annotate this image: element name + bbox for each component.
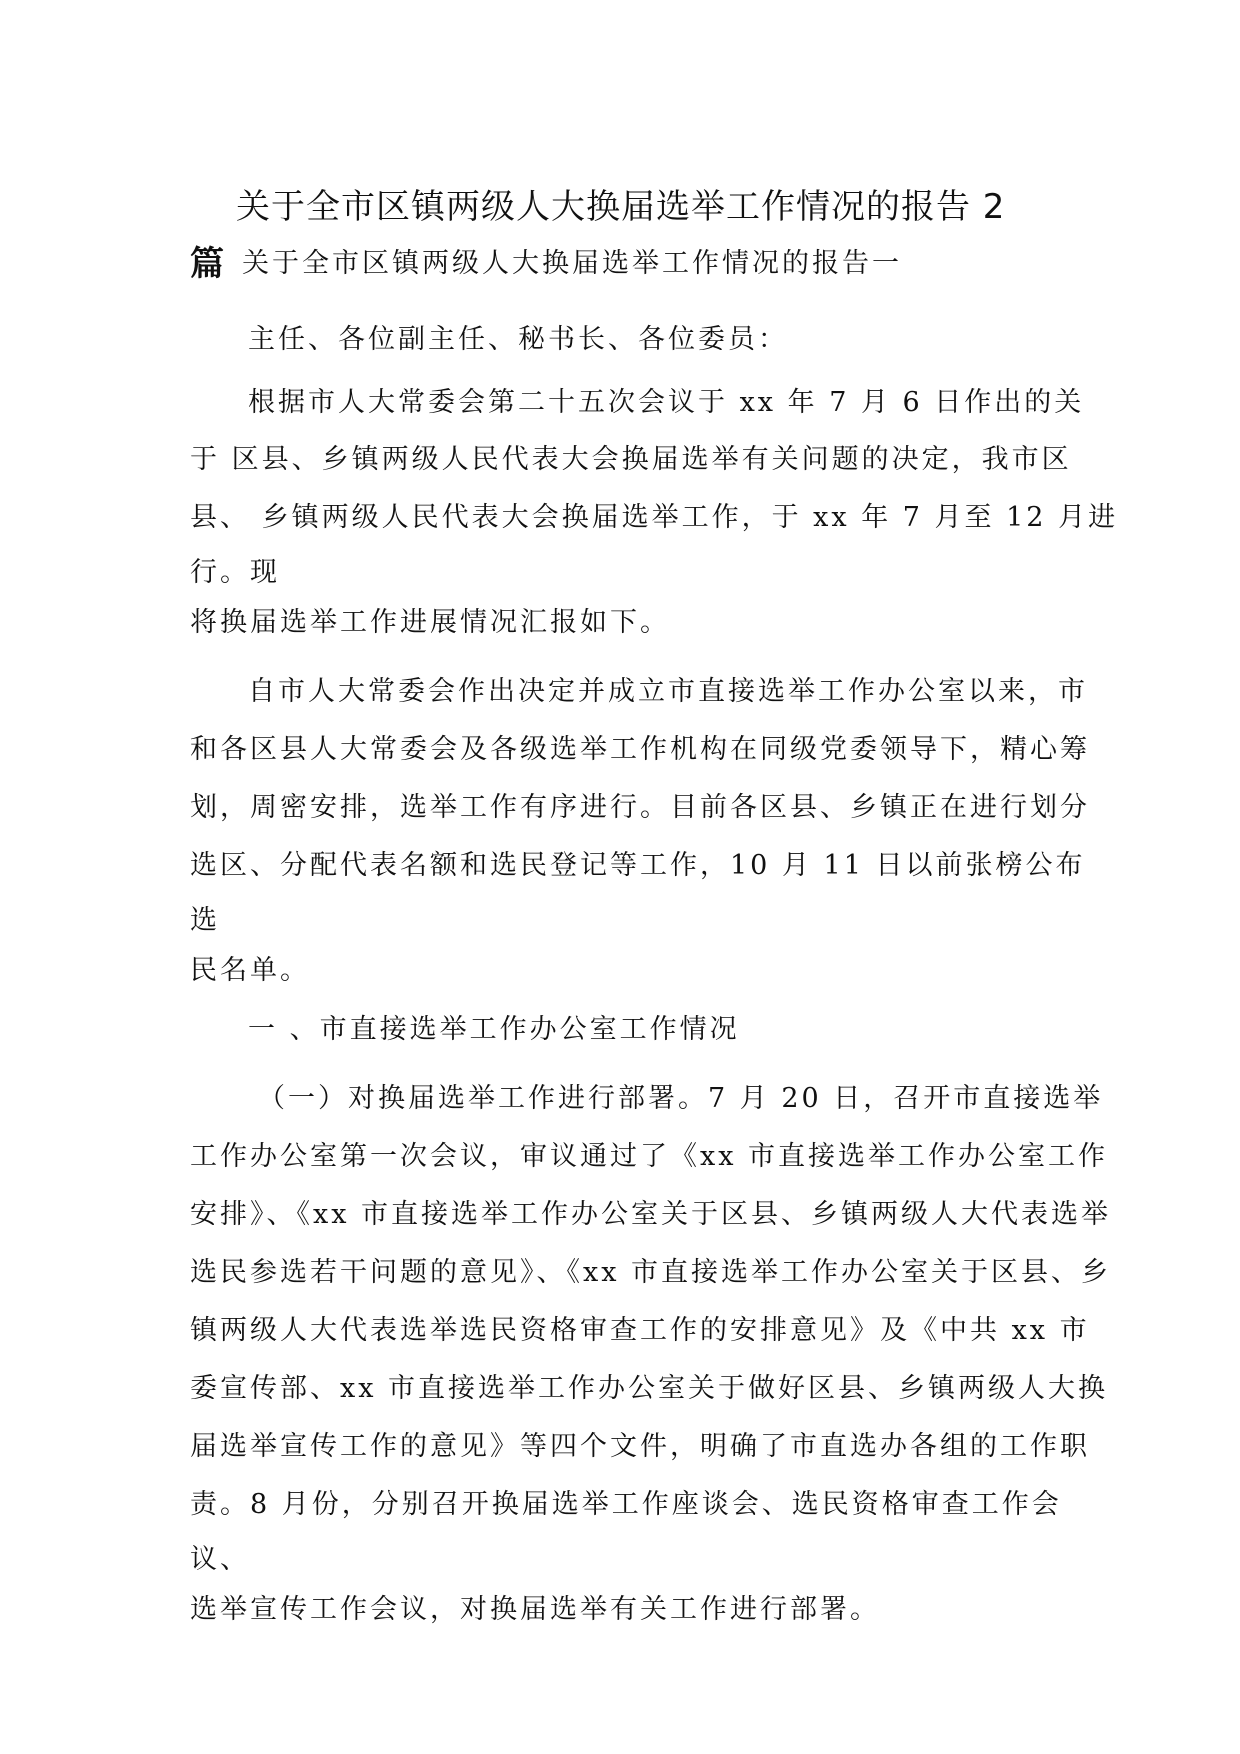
paragraph-line: （一）对换届选举工作进行部署。7 月 20 日，召开市直接选举 (258, 1083, 1104, 1114)
section-heading: 一 、市直接选举工作办公室工作情况 (248, 1014, 740, 1045)
paragraph-line: 议、 (190, 1544, 250, 1575)
paragraph-line: 选举宣传工作会议，对换届选举有关工作进行部署。 (190, 1594, 880, 1625)
paragraph-line: 安排》、《xx 市直接选举工作办公室关于区县、乡镇两级人大代表选举 (190, 1199, 1112, 1230)
paragraph-line: 行。现 (190, 557, 280, 588)
paragraph-line: 划，周密安排，选举工作有序进行。目前各区县、乡镇正在进行划分 (190, 792, 1090, 823)
paragraph-line: 选 (190, 905, 220, 936)
paragraph-line: 根据市人大常委会第二十五次会议于 xx 年 7 月 6 日作出的关 (248, 387, 1085, 418)
document-title: 关于全市区镇两级人大换届选举工作情况的报告 2 (236, 187, 1006, 227)
paragraph-line: 届选举宣传工作的意见》等四个文件，明确了市直选办各组的工作职 (190, 1431, 1090, 1462)
paragraph-line: 和各区县人大常委会及各级选举工作机构在同级党委领导下，精心筹 (190, 734, 1090, 765)
paragraph-line: 民名单。 (190, 955, 310, 986)
paragraph-line: 责。8 月份，分别召开换届选举工作座谈会、选民资格审查工作会 (190, 1489, 1062, 1520)
paragraph-line: 将换届选举工作进展情况汇报如下。 (190, 607, 670, 638)
paragraph-line: 选民参选若干问题的意见》、《xx 市直接选举工作办公室关于区县、乡 (190, 1257, 1112, 1288)
paragraph-line: 镇两级人大代表选举选民资格审查工作的安排意见》及《中共 xx 市 (190, 1315, 1090, 1346)
paragraph-line: 县、 乡镇两级人民代表大会换届选举工作，于 xx 年 7 月至 12 月进 (190, 502, 1119, 533)
paragraph-line: 委宣传部、xx 市直接选举工作办公室关于做好区县、乡镇两级人大换 (190, 1373, 1109, 1404)
document-title-continued: 篇 (190, 244, 224, 284)
document-subtitle: 关于全市区镇两级人大换届选举工作情况的报告一 (242, 248, 902, 279)
paragraph-line: 自市人大常委会作出决定并成立市直接选举工作办公室以来，市 (248, 676, 1088, 707)
paragraph-line: 选区、分配代表名额和选民登记等工作，10 月 11 日以前张榜公布 (190, 850, 1086, 881)
paragraph-line: 于 区县、乡镇两级人民代表大会换届选举有关问题的决定，我市区 (190, 444, 1072, 475)
salutation: 主任、各位副主任、秘书长、各位委员： (248, 324, 788, 355)
paragraph-line: 工作办公室第一次会议，审议通过了《xx 市直接选举工作办公室工作 (190, 1141, 1109, 1172)
